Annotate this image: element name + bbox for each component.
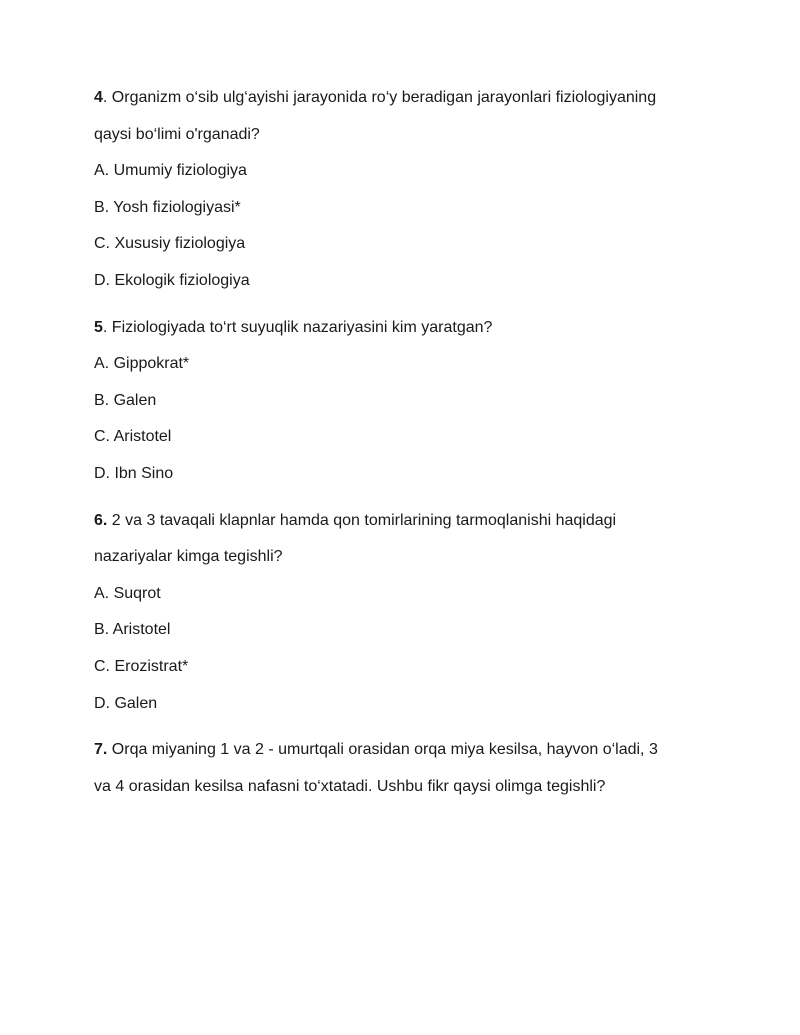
question-text: Orqa miyaning 1 va 2 - umurtqali orasidan orqa miya kesilsa, hayvon o‘ladi, 3 [107,741,658,759]
answer-option: A. Gippokrat* [94,355,190,373]
answer-option: B. Yosh fiziologiyasi* [94,198,241,216]
question-text: . Fiziologiyada to‘rt suyuqlik nazariyasini kim yaratgan? [102,318,493,336]
answer-option: B. Galen [94,391,157,409]
document-content [94,88,714,797]
question-number: 6. [94,511,108,529]
answer-option: A. Umumiy fiziologiya [94,162,247,180]
question-number: 4 [94,89,103,106]
question-4 [94,88,714,291]
question-text: . Organizm o‘sib ulg‘ayishi jarayonida ro‘y beradigan jarayonlari fiziologiyaning [102,89,657,106]
question-number: 5 [94,318,103,336]
question-text: 2 va 3 tavaqali klapnlar hamda qon tomirlarining tarmoqlanishi haqidagi [107,511,617,529]
answer-option: B. Aristotel [94,621,171,639]
question-6 [94,511,714,714]
answer-option: C. Xususiy fiziologiya [94,235,246,253]
question-text-line: qaysi bo‘limi o'rganadi? [94,125,260,143]
question-text-line [94,318,714,338]
question-7 [94,740,714,797]
answer-option: D. Galen [94,694,158,712]
question-text-line: nazariyalar kimga tegishli? [94,548,283,566]
question-text-line [94,88,714,108]
answer-option: C. Erozistrat* [94,657,189,675]
question-text-line: va 4 orasidan kesilsa nafasni to‘xtatadi. Ushbu fikr qaysi olimga tegishli? [94,777,606,795]
question-text-line [94,511,714,531]
question-5 [94,318,714,484]
answer-option: A. Suqrot [94,584,161,602]
answer-option: C. Aristotel [94,428,172,446]
question-number: 7. [94,741,108,759]
question-text-line [94,740,714,760]
answer-option: D. Ibn Sino [94,464,174,482]
answer-option: D. Ekologik fiziologiya [94,271,250,289]
